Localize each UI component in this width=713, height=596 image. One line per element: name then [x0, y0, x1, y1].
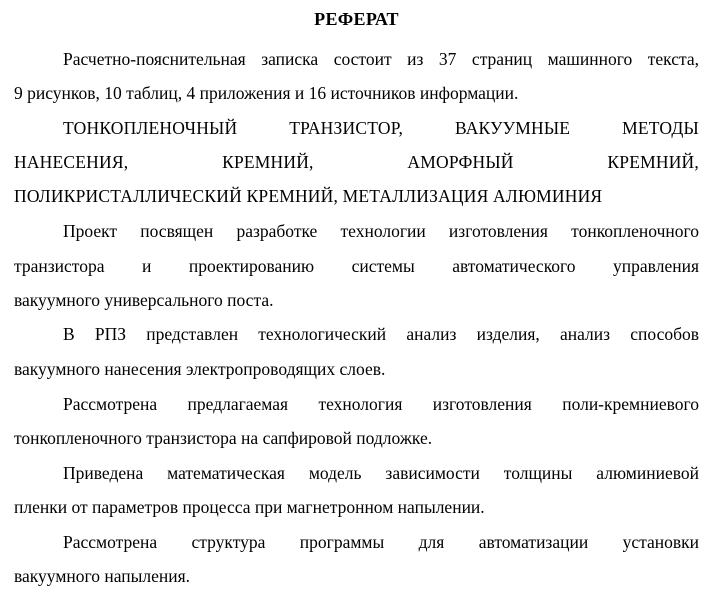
paragraph-6-line-2: вакуумного напыления. — [14, 566, 191, 586]
keyword-word: ВАКУУМНЫЕ — [454, 118, 571, 138]
paragraph-5-line-2: пленки от параметров процесса при магнетронном напылении. — [14, 497, 485, 517]
paragraph-1-line-2: 9 рисунков, 10 таблиц, 4 приложения и 16 источников информации. — [14, 83, 519, 103]
keyword-word: КРЕМНИЙ, — [222, 152, 314, 172]
paragraph-5-line-1: Приведена математическая модель зависимости толщины алюминиевой — [63, 463, 699, 483]
keyword-word: НАНЕСЕНИЯ, — [14, 152, 129, 172]
paragraph-2-line-3: вакуумного универсального поста. — [14, 290, 274, 310]
keyword-word: ТОНКОПЛЕНОЧНЫЙ — [63, 118, 238, 138]
paragraph-6-line-1: Рассмотрена структура программы для автоматизации установки — [63, 532, 699, 552]
keywords-line-1 — [63, 116, 699, 140]
paragraph-4-line-2: тонкопленочного транзистора на сапфировой подложке. — [14, 428, 433, 448]
paragraph-4-line-1: Рассмотрена предлагаемая технология изготовления поли-кремниевого — [63, 394, 699, 414]
document-title: РЕФЕРАТ — [314, 9, 399, 29]
paragraph-2-line-2: транзистора и проектированию системы автоматического управления — [14, 256, 699, 276]
paragraph-2-line-1: Проект посвящен разработке технологии изготовления тонкопленочного — [63, 221, 699, 241]
keyword-word: ТРАНЗИСТОР, — [289, 118, 404, 138]
paragraph-3-line-2: вакуумного нанесения электропроводящих слоев. — [14, 359, 386, 379]
keywords-line-3: ПОЛИКРИСТАЛЛИЧЕСКИЙ КРЕМНИЙ, МЕТАЛЛИЗАЦИЯ АЛЮМИНИЯ — [14, 186, 603, 206]
paragraph-3-line-1: В РПЗ представлен технологический анализ изделия, анализ способов — [63, 324, 699, 344]
paragraph-1-line-1: Расчетно-пояснительная записка состоит из 37 страниц машинного текста, — [63, 49, 699, 69]
keyword-word: АМОРФНЫЙ — [407, 152, 514, 172]
keyword-word: МЕТОДЫ — [622, 118, 699, 138]
keyword-word: КРЕМНИЙ, — [607, 152, 699, 172]
keywords-line-2 — [14, 150, 699, 174]
